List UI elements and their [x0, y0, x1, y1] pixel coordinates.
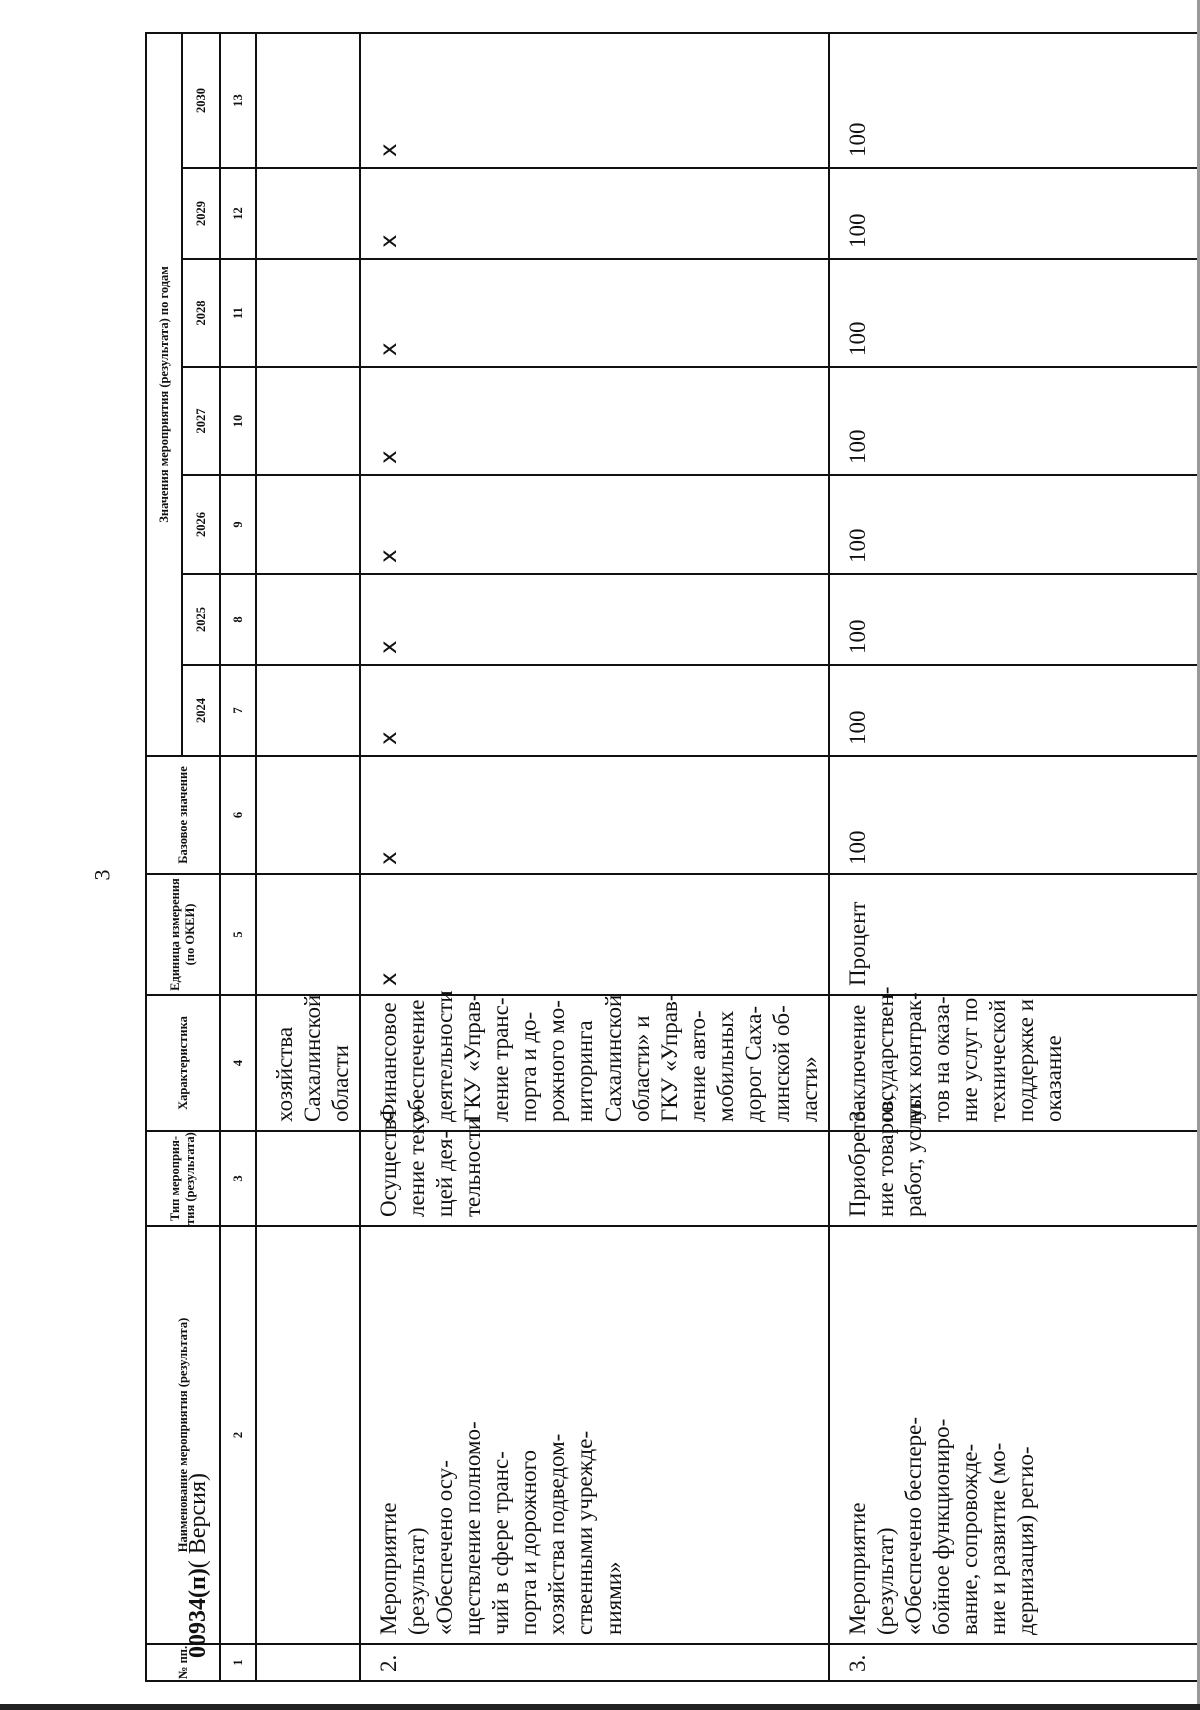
row-characteristic: [360, 990, 829, 1131]
cell-line: щей дея-: [432, 1130, 458, 1217]
row-value-2030: [256, 33, 360, 168]
row-value-2025: x: [360, 574, 829, 665]
cell-line: Осуществ-: [376, 1111, 402, 1217]
doc-code: 00934(п): [185, 1568, 211, 1658]
cell-line: Сахалинской: [300, 994, 326, 1122]
column-number: 5: [220, 874, 256, 995]
cell-line: ниями»: [600, 1561, 626, 1635]
row-name: [829, 1226, 1200, 1644]
row-value-2024: 100: [829, 665, 1200, 756]
table-rotated-container: [145, 34, 1200, 1682]
row-unit: [256, 874, 360, 995]
cell-line: ление авто-: [684, 1010, 710, 1122]
cell-line: чий в сфере транс-: [488, 1451, 514, 1635]
cell-line: Сахалинской: [600, 994, 626, 1122]
row-value-2026: 100: [829, 475, 1200, 574]
cell-line: ГКУ «Управ-: [656, 993, 682, 1122]
row-value-2027: x: [360, 367, 829, 475]
header-unit: Единица измерения (по ОКЕИ): [146, 874, 220, 995]
column-number: 13: [220, 33, 256, 168]
cell-line: работ, услуг: [900, 1098, 926, 1217]
row-type: [360, 1104, 829, 1226]
header-year-2027: 2027: [182, 367, 220, 475]
table-row-continuation: [256, 33, 360, 1681]
column-number: 9: [220, 475, 256, 574]
header-characteristic: Характеристика: [146, 995, 220, 1131]
cell-line: хозяйства: [272, 1026, 297, 1122]
row-characteristic: [256, 995, 360, 1131]
cell-line: мобильных: [712, 1010, 738, 1122]
cell-line: Заключение: [844, 1004, 870, 1122]
cell-line: рожного мо-: [544, 1000, 570, 1122]
cell-line: дорог Саха-: [740, 1006, 766, 1122]
header-num: № пп.: [146, 1644, 220, 1681]
row-value-2027: [256, 367, 360, 475]
column-number: 11: [220, 259, 256, 367]
row-name: [360, 1226, 829, 1644]
cell-line: хозяйства подведом-: [544, 1433, 570, 1635]
cell-line: поддержке и: [1013, 998, 1039, 1122]
row-value-2024: x: [360, 665, 829, 756]
header-year-2028: 2028: [182, 259, 220, 367]
version-label: ( Версия): [185, 1473, 211, 1569]
row-num: 2.: [360, 1644, 829, 1681]
cell-line: деятельности: [432, 990, 458, 1122]
cell-line: вание, сопровожде-: [957, 1443, 983, 1635]
cell-line: бойное функциониро-: [929, 1418, 955, 1635]
cell-line: ществление полномо-: [460, 1421, 486, 1635]
column-number: 6: [220, 756, 256, 874]
cell-line: порта и дорожного: [516, 1449, 542, 1635]
cell-line: «Обеспечено осу-: [432, 1460, 458, 1635]
cell-line: (результат): [404, 1527, 430, 1635]
row-value-2025: [256, 574, 360, 665]
header-year-2026: 2026: [182, 475, 220, 574]
cell-line: (результат): [872, 1527, 898, 1635]
cell-line: дернизация) регио-: [1013, 1446, 1039, 1635]
table-row-3: [829, 33, 1200, 1681]
cell-line: Приобрете-: [844, 1103, 870, 1217]
row-value-2029: 100: [829, 168, 1200, 259]
header-values-by-year: Значения мероприятия (результата) по годам: [146, 33, 182, 756]
cell-line: ГКУ «Управ-: [460, 993, 486, 1122]
row-unit: Процент: [829, 874, 1200, 995]
row-value-2026: [256, 475, 360, 574]
cell-line: ление транс-: [488, 997, 514, 1122]
row-value-2028: 100: [829, 259, 1200, 367]
cell-line: ных контрак-: [900, 992, 926, 1122]
cell-line: обеспечение: [404, 999, 430, 1122]
row-num: [256, 1644, 360, 1681]
row-value-2030: x: [360, 33, 829, 168]
cell-line: тов на оказа-: [929, 996, 955, 1122]
row-type: [256, 1131, 360, 1226]
column-number: 2: [220, 1226, 256, 1644]
cell-line: ние услуг по: [957, 997, 983, 1122]
table-row-2: [360, 33, 829, 1681]
row-value-2027: 100: [829, 367, 1200, 475]
row-base: x: [360, 756, 829, 874]
header-year-2030: 2030: [182, 33, 220, 168]
cell-line: Финансовое: [376, 1002, 402, 1122]
cell-line: порта и до-: [516, 1011, 542, 1122]
row-base: [256, 756, 360, 874]
column-number: 10: [220, 367, 256, 475]
scan-bottom-edge: [0, 1704, 1200, 1710]
row-value-2029: x: [360, 168, 829, 259]
header-year-2029: 2029: [182, 168, 220, 259]
header-name: Наименование мероприятия (результата): [146, 1226, 220, 1644]
header-base: Базовое значение: [146, 756, 220, 874]
cell-line: ление теку-: [404, 1104, 430, 1217]
row-value-2028: x: [360, 259, 829, 367]
row-value-2029: [256, 168, 360, 259]
row-characteristic: [829, 986, 1200, 1131]
version-footer: [186, 1473, 210, 1658]
header-row-1: [146, 33, 182, 1681]
row-num: 3.: [829, 1644, 1200, 1681]
row-name: [256, 1226, 360, 1644]
cell-line: Мероприятие: [844, 1502, 870, 1635]
events-table: [145, 32, 1200, 1682]
column-number: 1: [220, 1644, 256, 1681]
cell-line: тельности: [460, 1117, 486, 1217]
row-value-2025: 100: [829, 574, 1200, 665]
cell-line: ние товаров,: [872, 1094, 898, 1217]
cell-line: ниторинга: [572, 1020, 598, 1122]
cell-line: оказание: [1041, 1035, 1067, 1122]
row-type: [829, 1094, 1200, 1226]
header-year-2024: 2024: [182, 665, 220, 756]
cell-line: «Обеспечено беспере-: [900, 1416, 926, 1635]
column-number: 8: [220, 574, 256, 665]
cell-line: Мероприятие: [376, 1502, 402, 1635]
row-unit: x: [360, 874, 829, 995]
row-value-2030: 100: [829, 33, 1200, 168]
row-base: 100: [829, 756, 1200, 874]
cell-line: технической: [985, 999, 1011, 1122]
row-value-2026: x: [360, 475, 829, 574]
header-type: Тип мероприя-тия (результата): [146, 1131, 220, 1226]
column-number: 4: [220, 995, 256, 1131]
cell-line: ние и развитие (мо-: [985, 1442, 1011, 1635]
row-value-2028: [256, 259, 360, 367]
cell-line: области: [328, 1045, 354, 1122]
column-number: 12: [220, 168, 256, 259]
column-number: 3: [220, 1131, 256, 1226]
column-number: 7: [220, 665, 256, 756]
page-number: 3: [89, 869, 115, 881]
cell-line: линской об-: [768, 1005, 794, 1122]
header-year-2025: 2025: [182, 574, 220, 665]
column-number-row: [220, 33, 256, 1681]
cell-line: области» и: [628, 1015, 654, 1122]
cell-line: ласти»: [796, 1056, 822, 1122]
cell-line: государствен-: [872, 986, 898, 1122]
cell-line: ственными учрежде-: [572, 1430, 598, 1635]
row-value-2024: [256, 665, 360, 756]
